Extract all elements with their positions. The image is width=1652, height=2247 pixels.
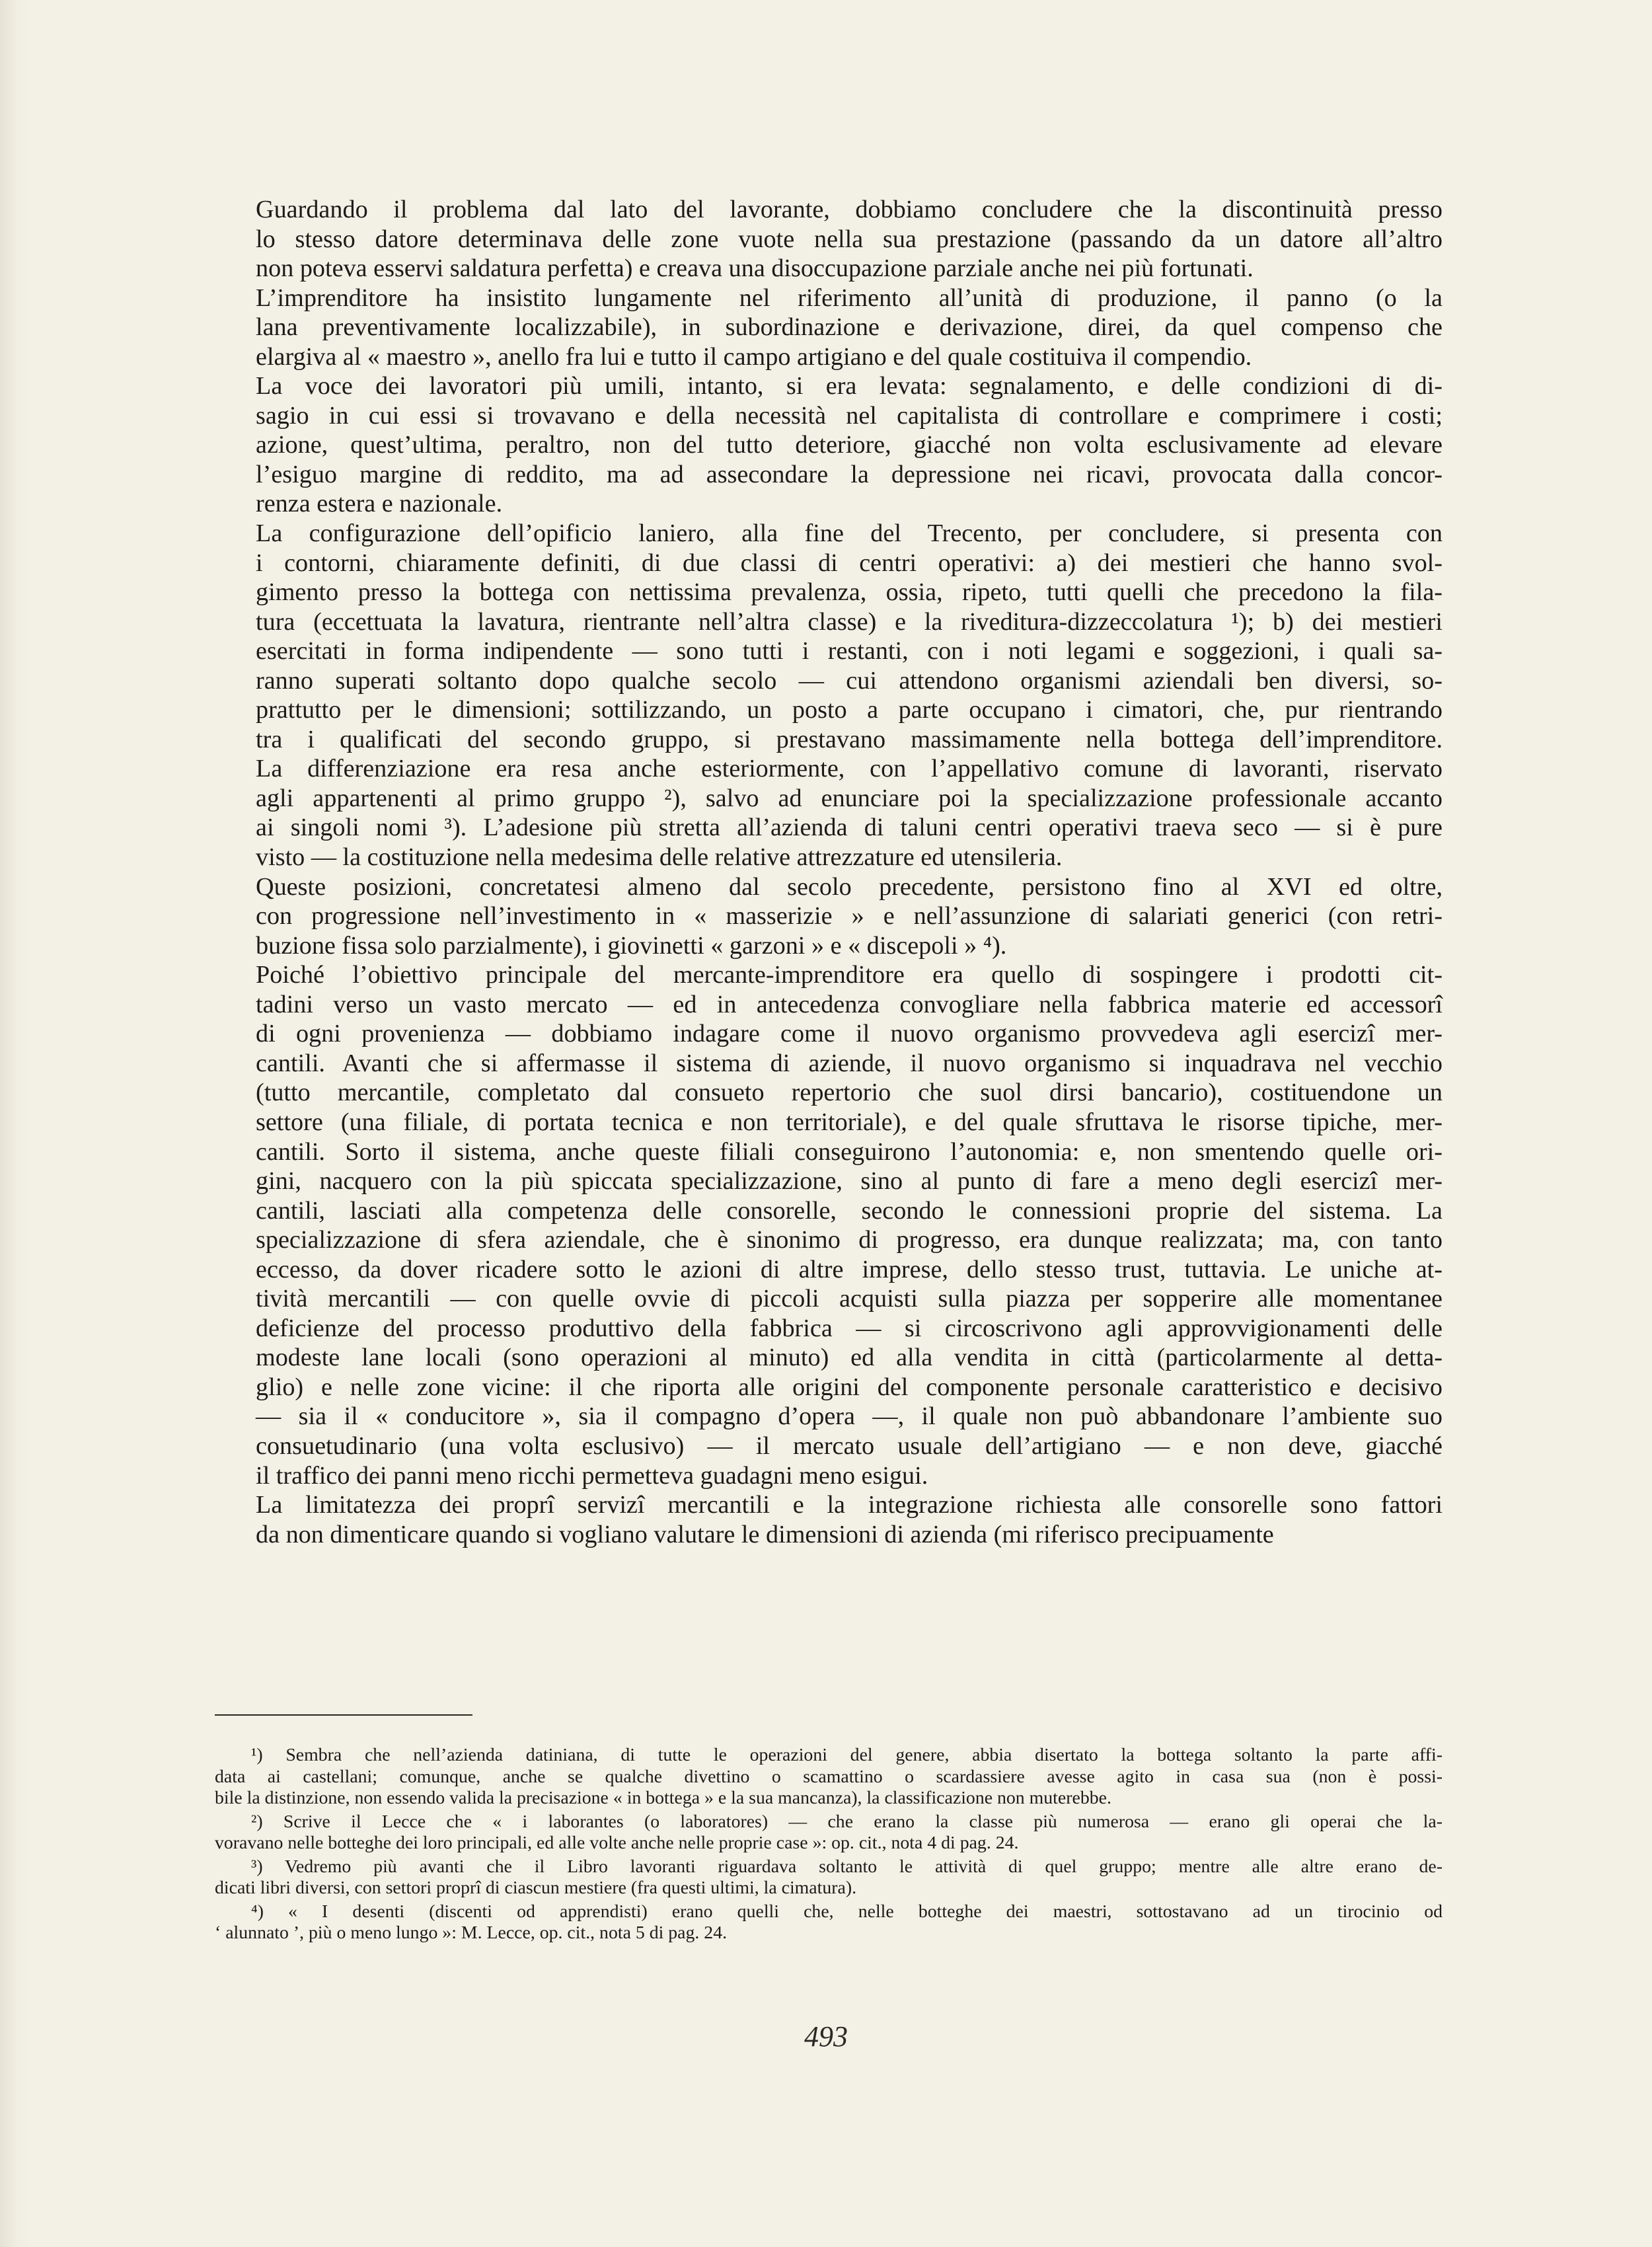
- text-line: azione, quest’ultima, peraltro, non del tutto deteriore, giacché non volta esclusivamente ad elevare: [256, 431, 1443, 459]
- footnote-line: data ai castellani; comunque, anche se qualche divettino o scamattino o scardassiere avesse agito in casa sua (non è possi-: [215, 1766, 1443, 1787]
- text-line: La differenziazione era resa anche esteriormente, con l’appellativo comune di lavoranti, riservato: [256, 755, 1443, 783]
- text-line: visto — la costituzione nella medesima delle relative attrezzature ed utensileria.: [256, 843, 1063, 872]
- text-line: cantili. Avanti che si affermasse il sistema di aziende, il nuovo organismo si inquadrava nel vecchio: [256, 1049, 1443, 1077]
- footnote-line: dicati libri diversi, con settori proprî di ciascun mestiere (fra questi ultimi, la cimatura).: [215, 1878, 857, 1898]
- text-line: agli appartenenti al primo gruppo ²), salvo ad enunciare poi la specializzazione professionale accanto: [256, 784, 1443, 812]
- text-line: da non dimenticare quando si vogliano valutare le dimensioni di azienda (mi riferisco precipuamente: [256, 1520, 1274, 1548]
- text-line: i contorni, chiaramente definiti, di due classi di centri operativi: a) dei mestieri che hanno svol-: [256, 549, 1443, 577]
- body-paragraph: [215, 195, 1443, 284]
- text-line: non poteva esservi saldatura perfetta) e creava una disoccupazione parziale anche nei più fortunati.: [256, 254, 1254, 283]
- text-line: con progressione nell’investimento in « masserizie » e nell’assunzione di salariati generici (con retri-: [256, 902, 1443, 931]
- text-line: tadini verso un vasto mercato — ed in antecedenza convogliare nella fabbrica materie ed accessorî: [256, 990, 1443, 1018]
- text-line: l’esiguo margine di reddito, ma ad assecondare la depressione nei ricavi, provocata dalla concor-: [256, 460, 1443, 488]
- footnote-line: ⁴) « I desenti (discenti od apprendisti) erano quelli che, nelle botteghe dei maestri, sottostavano ad un tirocinio od: [251, 1901, 1443, 1922]
- footnote-separator: [215, 1714, 472, 1716]
- text-line: consuetudinario (una volta esclusivo) — il mercato usuale dell’artigiano — e non deve, giacché: [256, 1431, 1443, 1460]
- page-number: 493: [804, 2020, 848, 2053]
- footnote-line: ³) Vedremo più avanti che il Libro lavoranti riguardava soltanto le attività di quel gruppo; mentre alle altre erano de-: [251, 1856, 1443, 1877]
- footnote-line: ¹) Sembra che nell’azienda datiniana, di tutte le operazioni del genere, abbia disertato la bottega soltanto la parte affi-: [251, 1745, 1443, 1765]
- text-line: specializzazione di sfera aziendale, che è sinonimo di progresso, era dunque realizzata; ma, con tanto: [256, 1226, 1443, 1254]
- text-line: eccesso, da dover ricadere sotto le azioni di altre imprese, dello stesso trust, tuttavia. Le uniche at-: [256, 1255, 1443, 1283]
- text-line: esercitati in forma indipendente — sono tutti i restanti, con i noti legami e soggezioni, i quali sa-: [256, 637, 1443, 666]
- text-line: buzione fissa solo parzialmente), i giovinetti « garzoni » e « discepoli » ⁴).: [256, 931, 1007, 960]
- text-line: ai singoli nomi ³). L’adesione più stretta all’azienda di taluni centri operativi traeva seco — si è pure: [256, 814, 1443, 842]
- text-line: di ogni provenienza — dobbiamo indagare come il nuovo organismo provvedeva agli esercizî mer-: [256, 1020, 1443, 1048]
- text-line: L’imprenditore ha insistito lungamente nel riferimento all’unità di produzione, il panno (o la: [256, 284, 1443, 312]
- text-line: tura (eccettuata la lavatura, rientrante nell’altra classe) e la riveditura-dizzeccolatura ¹); b) dei mestieri: [256, 607, 1443, 636]
- text-line: gimento presso la bottega con nettissima prevalenza, ossia, ripeto, tutti quelli che precedono la fila-: [256, 578, 1443, 607]
- footnote-line: voravano nelle botteghe dei loro principali, ed alle volte anche nelle proprie case »: op. cit., nota 4 di pag. 24.: [215, 1833, 1019, 1853]
- text-line: lana preventivamente localizzabile), in subordinazione e derivazione, direi, da quel compenso che: [256, 313, 1443, 342]
- text-line: lo stesso datore determinava delle zone vuote nella sua prestazione (passando da un datore all’altro: [256, 225, 1443, 253]
- text-line: elargiva al « maestro », anello fra lui e tutto il campo artigiano e del quale costituiva il compendio.: [256, 342, 1252, 371]
- body-paragraph: [215, 284, 1443, 372]
- body-paragraph: [215, 519, 1443, 872]
- text-line: cantili, lasciati alla competenza delle consorelle, secondo le connessioni proprie del sistema. La: [256, 1196, 1443, 1225]
- body-paragraph: [215, 371, 1443, 519]
- text-line: modeste lane locali (sono operazioni al minuto) ed alla vendita in città (particolarmente al detta-: [256, 1344, 1443, 1372]
- body-paragraph: [215, 1490, 1443, 1549]
- main-text: [215, 195, 1443, 1549]
- footnote: [215, 1901, 1443, 1944]
- text-line: La limitatezza dei proprî servizî mercantili e la integrazione richiesta alle consorelle sono fattori: [256, 1491, 1443, 1519]
- footnote: [215, 1745, 1443, 1809]
- text-line: renza estera e nazionale.: [256, 490, 503, 518]
- body-paragraph: [215, 872, 1443, 961]
- footnote: [215, 1856, 1443, 1899]
- text-line: — sia il « conducitore », sia il compagno d’opera —, il quale non può abbandonare l’ambiente suo: [256, 1402, 1443, 1431]
- text-line: gini, nacquero con la più spiccata specializzazione, sino al punto di fare a meno degli esercizî mer-: [256, 1167, 1443, 1196]
- text-line: (tutto mercantile, completato dal consueto repertorio che suol dirsi bancario), costituendone un: [256, 1079, 1443, 1107]
- text-line: Queste posizioni, concretatesi almeno dal secolo precedente, persistono fino al XVI ed oltre,: [256, 872, 1443, 901]
- text-line: Poiché l’obiettivo principale del mercante-imprenditore era quello di sospingere i prodotti cit-: [256, 961, 1443, 989]
- text-line: sagio in cui essi si trovavano e della necessità nel capitalista di controllare e comprimere i costi;: [256, 401, 1443, 430]
- footnote-line: ‘ alunnato ’, più o meno lungo »: M. Lecce, op. cit., nota 5 di pag. 24.: [215, 1923, 728, 1943]
- text-line: ranno superati soltanto dopo qualche secolo — cui attendono organismi aziendali ben diversi, so-: [256, 666, 1443, 695]
- text-line: La configurazione dell’opificio laniero, alla fine del Trecento, per concludere, si presenta con: [256, 519, 1443, 548]
- text-line: tività mercantili — con quelle ovvie di piccoli acquisti sulla piazza per sopperire alle momentanee: [256, 1285, 1443, 1313]
- body-paragraph: [215, 960, 1443, 1490]
- text-line: deficienze del processo produttivo della fabbrica — si circoscrivono agli approvvigionamenti delle: [256, 1314, 1443, 1342]
- text-line: prattutto per le dimensioni; sottilizzando, un posto a parte occupano i cimatori, che, pur rientrando: [256, 696, 1443, 724]
- text-line: il traffico dei panni meno ricchi permetteva guadagni meno esigui.: [256, 1461, 928, 1490]
- text-line: Guardando il problema dal lato del lavorante, dobbiamo concludere che la discontinuità presso: [256, 196, 1443, 223]
- text-line: settore (una filiale, di portata tecnica e non territoriale), e del quale sfruttava le risorse tipiche, mer-: [256, 1108, 1443, 1136]
- text-line: La voce dei lavoratori più umili, intanto, si era levata: segnalamento, e delle condizioni di di-: [256, 372, 1443, 400]
- text-line: tra i qualificati del secondo gruppo, si prestavano massimamente nella bottega dell’imprenditore.: [256, 725, 1443, 753]
- footnote: [215, 1811, 1443, 1854]
- footnote-line: ²) Scrive il Lecce che « i laborantes (o laboratores) — che erano la classe più numerosa — erano gli operai che la-: [251, 1811, 1443, 1832]
- footnotes: [215, 1745, 1443, 1946]
- text-line: glio) e nelle zone vicine: il che riporta alle origini del componente personale caratteristico e decisivo: [256, 1373, 1443, 1401]
- footnote-line: bile la distinzione, non essendo valida la precisazione « in bottega » e la sua mancanza), la classificazione non muterebbe.: [215, 1788, 1111, 1808]
- text-line: cantili. Sorto il sistema, anche queste filiali conseguirono l’autonomia: e, non smentendo quelle ori-: [256, 1137, 1443, 1166]
- page-binding-edge: [0, 0, 30, 2247]
